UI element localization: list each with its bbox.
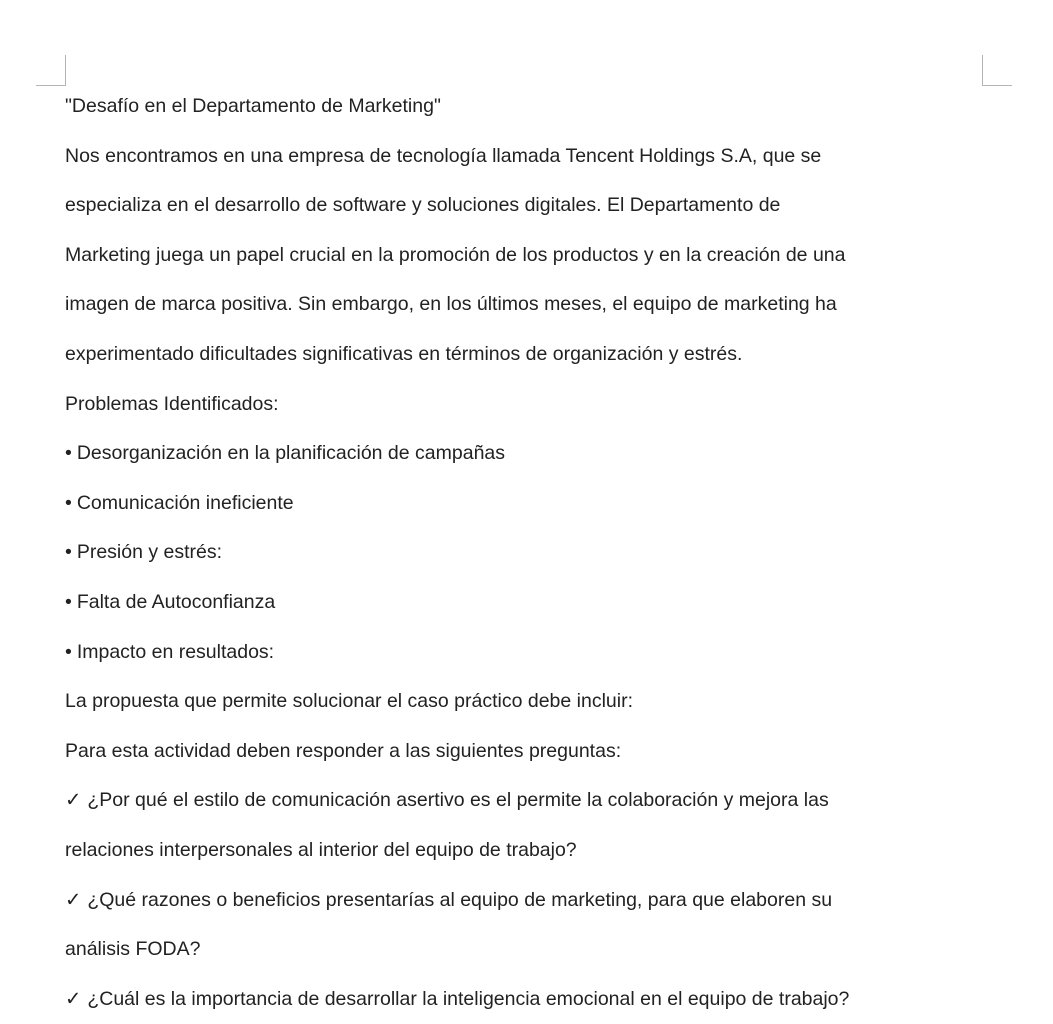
problem-text: Comunicación ineficiente bbox=[76, 491, 294, 514]
problem-list-item bbox=[65, 628, 995, 678]
problem-text: Falta de Autoconfianza bbox=[76, 590, 276, 613]
checkmark-icon: ✓ bbox=[65, 789, 82, 812]
problem-list-item bbox=[65, 578, 995, 628]
question-continuation: análisis FODA? bbox=[65, 938, 201, 961]
intro-line: Marketing juega un papel crucial en la promoción de los productos y en la creación de una bbox=[65, 243, 846, 266]
document-page-body[interactable] bbox=[65, 82, 995, 1024]
problems-heading: Problemas Identificados: bbox=[65, 392, 279, 415]
bullet-icon: • bbox=[65, 640, 72, 663]
bullet-icon: • bbox=[65, 541, 72, 564]
intro-line: imagen de marca positiva. Sin embargo, en los últimos meses, el equipo de marketing ha bbox=[65, 293, 837, 316]
question-item bbox=[65, 975, 995, 1024]
corner-line-horizontal bbox=[36, 85, 66, 86]
question-continuation: relaciones interpersonales al interior del equipo de trabajo? bbox=[65, 838, 577, 861]
bullet-icon: • bbox=[65, 590, 72, 613]
bullet-icon: • bbox=[65, 491, 72, 514]
document-title: "Desafío en el Departamento de Marketing" bbox=[65, 95, 441, 117]
question-text: ¿Cuál es la importancia de desarrollar la inteligencia emocional en el equipo de trabajo? bbox=[87, 987, 850, 1010]
question-item bbox=[65, 776, 995, 826]
problem-list-item bbox=[65, 528, 995, 578]
intro-line: especializa en el desarrollo de software y soluciones digitales. El Departamento de bbox=[65, 194, 781, 217]
question-text: ¿Por qué el estilo de comunicación asertivo es el permite la colaboración y mejora las bbox=[87, 789, 829, 812]
question-text: ¿Qué razones o beneficios presentarías al equipo de marketing, para que elaboren su bbox=[87, 888, 833, 911]
questions-intro: Para esta actividad deben responder a las siguientes preguntas: bbox=[65, 739, 622, 762]
intro-line: experimentado dificultades significativas en términos de organización y estrés. bbox=[65, 342, 743, 365]
checkmark-icon: ✓ bbox=[65, 888, 82, 911]
proposal-paragraph: La propuesta que permite solucionar el caso práctico debe incluir: bbox=[65, 690, 633, 713]
bullet-icon: • bbox=[65, 442, 72, 465]
problem-text: Desorganización en la planificación de campañas bbox=[76, 442, 506, 465]
problem-list-item bbox=[65, 479, 995, 529]
problem-text: Presión y estrés: bbox=[76, 541, 223, 564]
problem-text: Impacto en resultados: bbox=[76, 640, 275, 663]
intro-line: Nos encontramos en una empresa de tecnología llamada Tencent Holdings S.A, que se bbox=[65, 144, 822, 167]
problem-list-item bbox=[65, 429, 995, 479]
question-item bbox=[65, 876, 995, 926]
checkmark-icon: ✓ bbox=[65, 987, 82, 1010]
